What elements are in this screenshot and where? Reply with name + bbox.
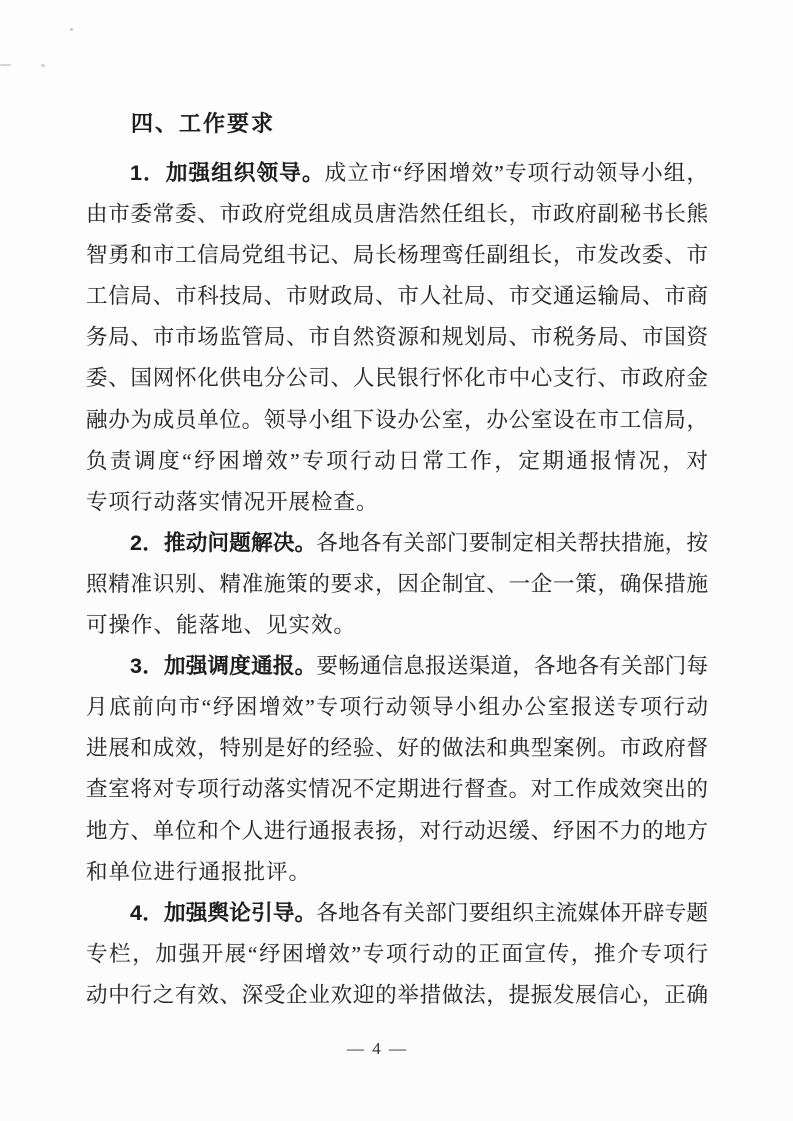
line-text: 委、国网怀化供电分公司、人民银行怀化市中心支行、市政府金 bbox=[86, 366, 708, 391]
line-text: 专项行动落实情况开展检查。 bbox=[86, 489, 379, 514]
line-text: 动中行之有效、深受企业欢迎的举措做法，提振发展信心，正确 bbox=[86, 982, 708, 1007]
document-line bbox=[86, 482, 708, 523]
section-heading: 四、工作要求 bbox=[131, 111, 276, 136]
document-line bbox=[86, 893, 708, 934]
line-text: 各地各有关部门要组织主流媒体开辟专题 bbox=[316, 900, 708, 925]
document-line bbox=[86, 811, 708, 852]
document-line bbox=[86, 358, 708, 399]
document-line bbox=[86, 441, 708, 482]
document-line bbox=[86, 605, 708, 646]
line-text: 各地各有关部门要制定相关帮扶措施，按 bbox=[316, 530, 708, 555]
document-line bbox=[86, 728, 708, 769]
line-text: 专栏，加强开展“纾困增效”专项行动的正面宣传，推介专项行 bbox=[86, 941, 708, 966]
scan-speck bbox=[0, 64, 11, 66]
document-body bbox=[86, 113, 708, 1016]
document-line bbox=[86, 235, 708, 276]
document-line bbox=[86, 769, 708, 810]
line-text: 工信局、市科技局、市财政局、市人社局、市交通运输局、市商 bbox=[86, 284, 708, 309]
line-text: 务局、市市场监管局、市自然资源和规划局、市税务局、市国资 bbox=[86, 325, 708, 350]
document-line bbox=[86, 564, 708, 605]
document-line bbox=[86, 523, 708, 564]
line-text: 负责调度“纾困增效”专项行动日常工作，定期通报情况，对 bbox=[86, 448, 708, 473]
line-text: 照精准识别、精准施策的要求，因企制宜、一企一策，确保措施 bbox=[86, 571, 708, 596]
document-line bbox=[86, 276, 708, 317]
document-line bbox=[86, 975, 708, 1016]
line-text: 可操作、能落地、见实效。 bbox=[86, 613, 357, 638]
document-line bbox=[86, 317, 708, 358]
scan-speck bbox=[41, 64, 45, 67]
line-text: 和单位进行通报批评。 bbox=[86, 859, 312, 884]
run-in-heading: 4．加强舆论引导。 bbox=[130, 900, 317, 925]
run-in-heading: 1．加强组织领导。 bbox=[130, 161, 325, 185]
line-text: 要畅通信息报送渠道，各地各有关部门每 bbox=[316, 654, 708, 679]
document-line bbox=[86, 687, 708, 728]
page-number: — 4 — bbox=[347, 1039, 408, 1058]
line-text: 成立市“纾困增效”专项行动领导小组， bbox=[324, 161, 708, 185]
document-line bbox=[86, 852, 708, 893]
scan-speck bbox=[70, 28, 73, 31]
line-text: 由市委常委、市政府党组成员唐浩然任组长，市政府副秘书长熊 bbox=[86, 202, 708, 227]
line-text: 查室将对专项行动落实情况不定期进行督查。对工作成效突出的 bbox=[86, 777, 708, 802]
line-text: 融办为成员单位。领导小组下设办公室，办公室设在市工信局， bbox=[86, 407, 708, 432]
document-line bbox=[86, 646, 708, 687]
document-line bbox=[86, 194, 708, 235]
line-text: 进展和成效，特别是好的经验、好的做法和典型案例。市政府督 bbox=[86, 736, 708, 761]
line-text: 月底前向市“纾困增效”专项行动领导小组办公室报送专项行动 bbox=[86, 695, 708, 720]
line-text: 智勇和市工信局党组书记、局长杨理鸾任副组长，市发改委、市 bbox=[86, 243, 708, 268]
document-line bbox=[86, 400, 708, 441]
run-in-heading: 2．推动问题解决。 bbox=[130, 530, 317, 555]
document-line bbox=[86, 934, 708, 975]
line-text: 地方、单位和个人进行通报表扬，对行动迟缓、纾困不力的地方 bbox=[86, 818, 708, 843]
run-in-heading: 3．加强调度通报。 bbox=[130, 654, 317, 679]
document-line bbox=[86, 153, 708, 194]
